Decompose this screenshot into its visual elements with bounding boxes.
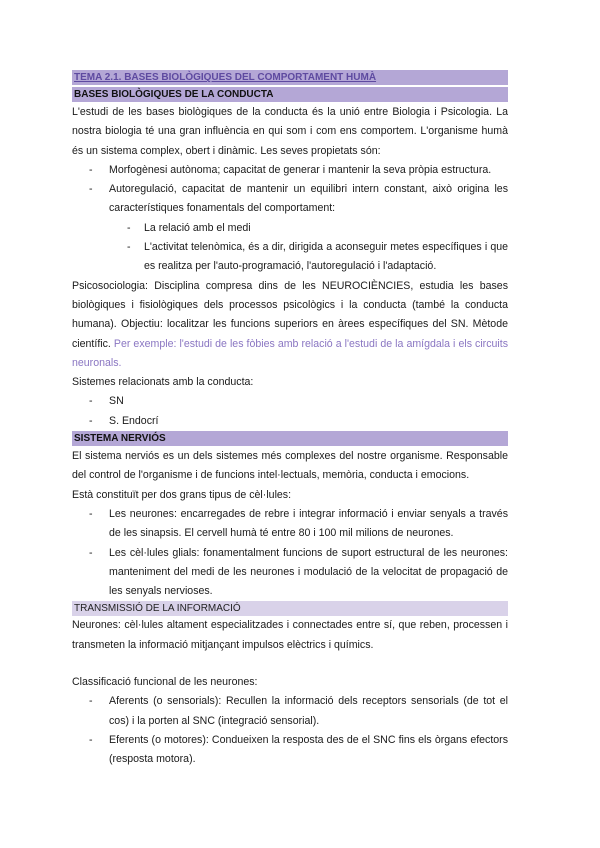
systems-intro: Sistemes relacionats amb la conducta: bbox=[72, 376, 254, 389]
cells-list bbox=[72, 505, 508, 601]
classification-intro: Classificació funcional de les neurones: bbox=[72, 676, 258, 689]
list-item: - Eferents (o motores): Condueixen la resposta des de el SNC fins els òrgans efectors (resposta motora). bbox=[72, 731, 508, 770]
list-item: - Autoregulació, capacitat de mantenir un equilibri intern constant, això origina les característiques fonamentals del comportament: bbox=[72, 180, 508, 219]
list-item: - Les cèl·lules glials: fonamentalment funcions de suport estructural de les neurones: manteniment del medi de les neurones i modulació de la velocitat de propagació de les senyals nervioses. bbox=[72, 544, 508, 602]
spacer bbox=[72, 655, 508, 673]
section-heading-sistema-nervios: SISTEMA NERVIÓS bbox=[72, 431, 508, 446]
list-item: - Morfogènesi autònoma; capacitat de generar i mantenir la seva pròpia estructura. bbox=[72, 161, 508, 180]
systems-list bbox=[72, 392, 508, 431]
neurones-paragraph: Neurones: cèl·lules altament especialitzades i connectades entre sí, que reben, processen i transmeten la informació mitjançant impulsos elèctrics i químics. bbox=[72, 619, 508, 651]
list-item: - L'activitat telenòmica, és a dir, dirigida a aconseguir metes específiques i que es realitza per l'auto-programació, l'autoregulació i l'adaptació. bbox=[72, 238, 508, 277]
list-item: - Les neurones: encarregades de rebre i integrar informació i enviar senyals a través de les sinapsis. El cervell humà té entre 80 i 100 mil milions de neurones. bbox=[72, 505, 508, 544]
list-item: - SN bbox=[72, 392, 508, 411]
document-content bbox=[72, 70, 508, 770]
example-text: Per exemple: l'estudi de les fòbies amb relació a l'estudi de la amígdala i els circuits neuronals. bbox=[72, 337, 508, 369]
psicosociologia-paragraph bbox=[72, 277, 508, 373]
document-title: TEMA 2.1. BASES BIOLÒGIQUES DEL COMPORTAMENT HUMÀ bbox=[72, 70, 508, 85]
section-heading-transmissio: TRANSMISSIÓ DE LA INFORMACIÓ bbox=[72, 601, 508, 616]
section-heading-bases: BASES BIOLÒGIQUES DE LA CONDUCTA bbox=[72, 87, 508, 102]
properties-list bbox=[72, 161, 508, 219]
sistema-nervios-paragraph: El sistema nerviós es un dels sistemes més complexes del nostre organisme. Responsable del control de l'organisme i de funcions intel·lectuals, memòria, conducta i emocions. bbox=[72, 450, 508, 482]
cells-intro: Està constituït per dos grans tipus de cèl·lules: bbox=[72, 488, 292, 501]
list-item: - S. Endocrí bbox=[72, 412, 508, 431]
list-item: - Aferents (o sensorials): Recullen la informació dels receptors sensorials (de tot el cos) i la porten al SNC (integració sensorial). bbox=[72, 692, 508, 731]
psicosociologia-text: Psicosociologia: Disciplina compresa dins de les NEUROCIÈNCIES, estudia les bases biològiques i fisiològiques dels processos psicològics i la conducta (també la conducta humana). Objectiu: localitzar les funcions superiors en àrees específiques del SN. Mètode científic. bbox=[72, 279, 508, 350]
list-item: - La relació amb el medi bbox=[72, 219, 508, 238]
classification-list bbox=[72, 692, 508, 769]
subproperties-list bbox=[72, 219, 508, 277]
intro-paragraph: L'estudi de les bases biològiques de la conducta és la unió entre Biologia i Psicologia. La nostra biologia té una gran influència en qui som i com ens comportem. L'organisme humà és un sistema complex, obert i dinàmic. Les seves propietats són: bbox=[72, 106, 508, 157]
